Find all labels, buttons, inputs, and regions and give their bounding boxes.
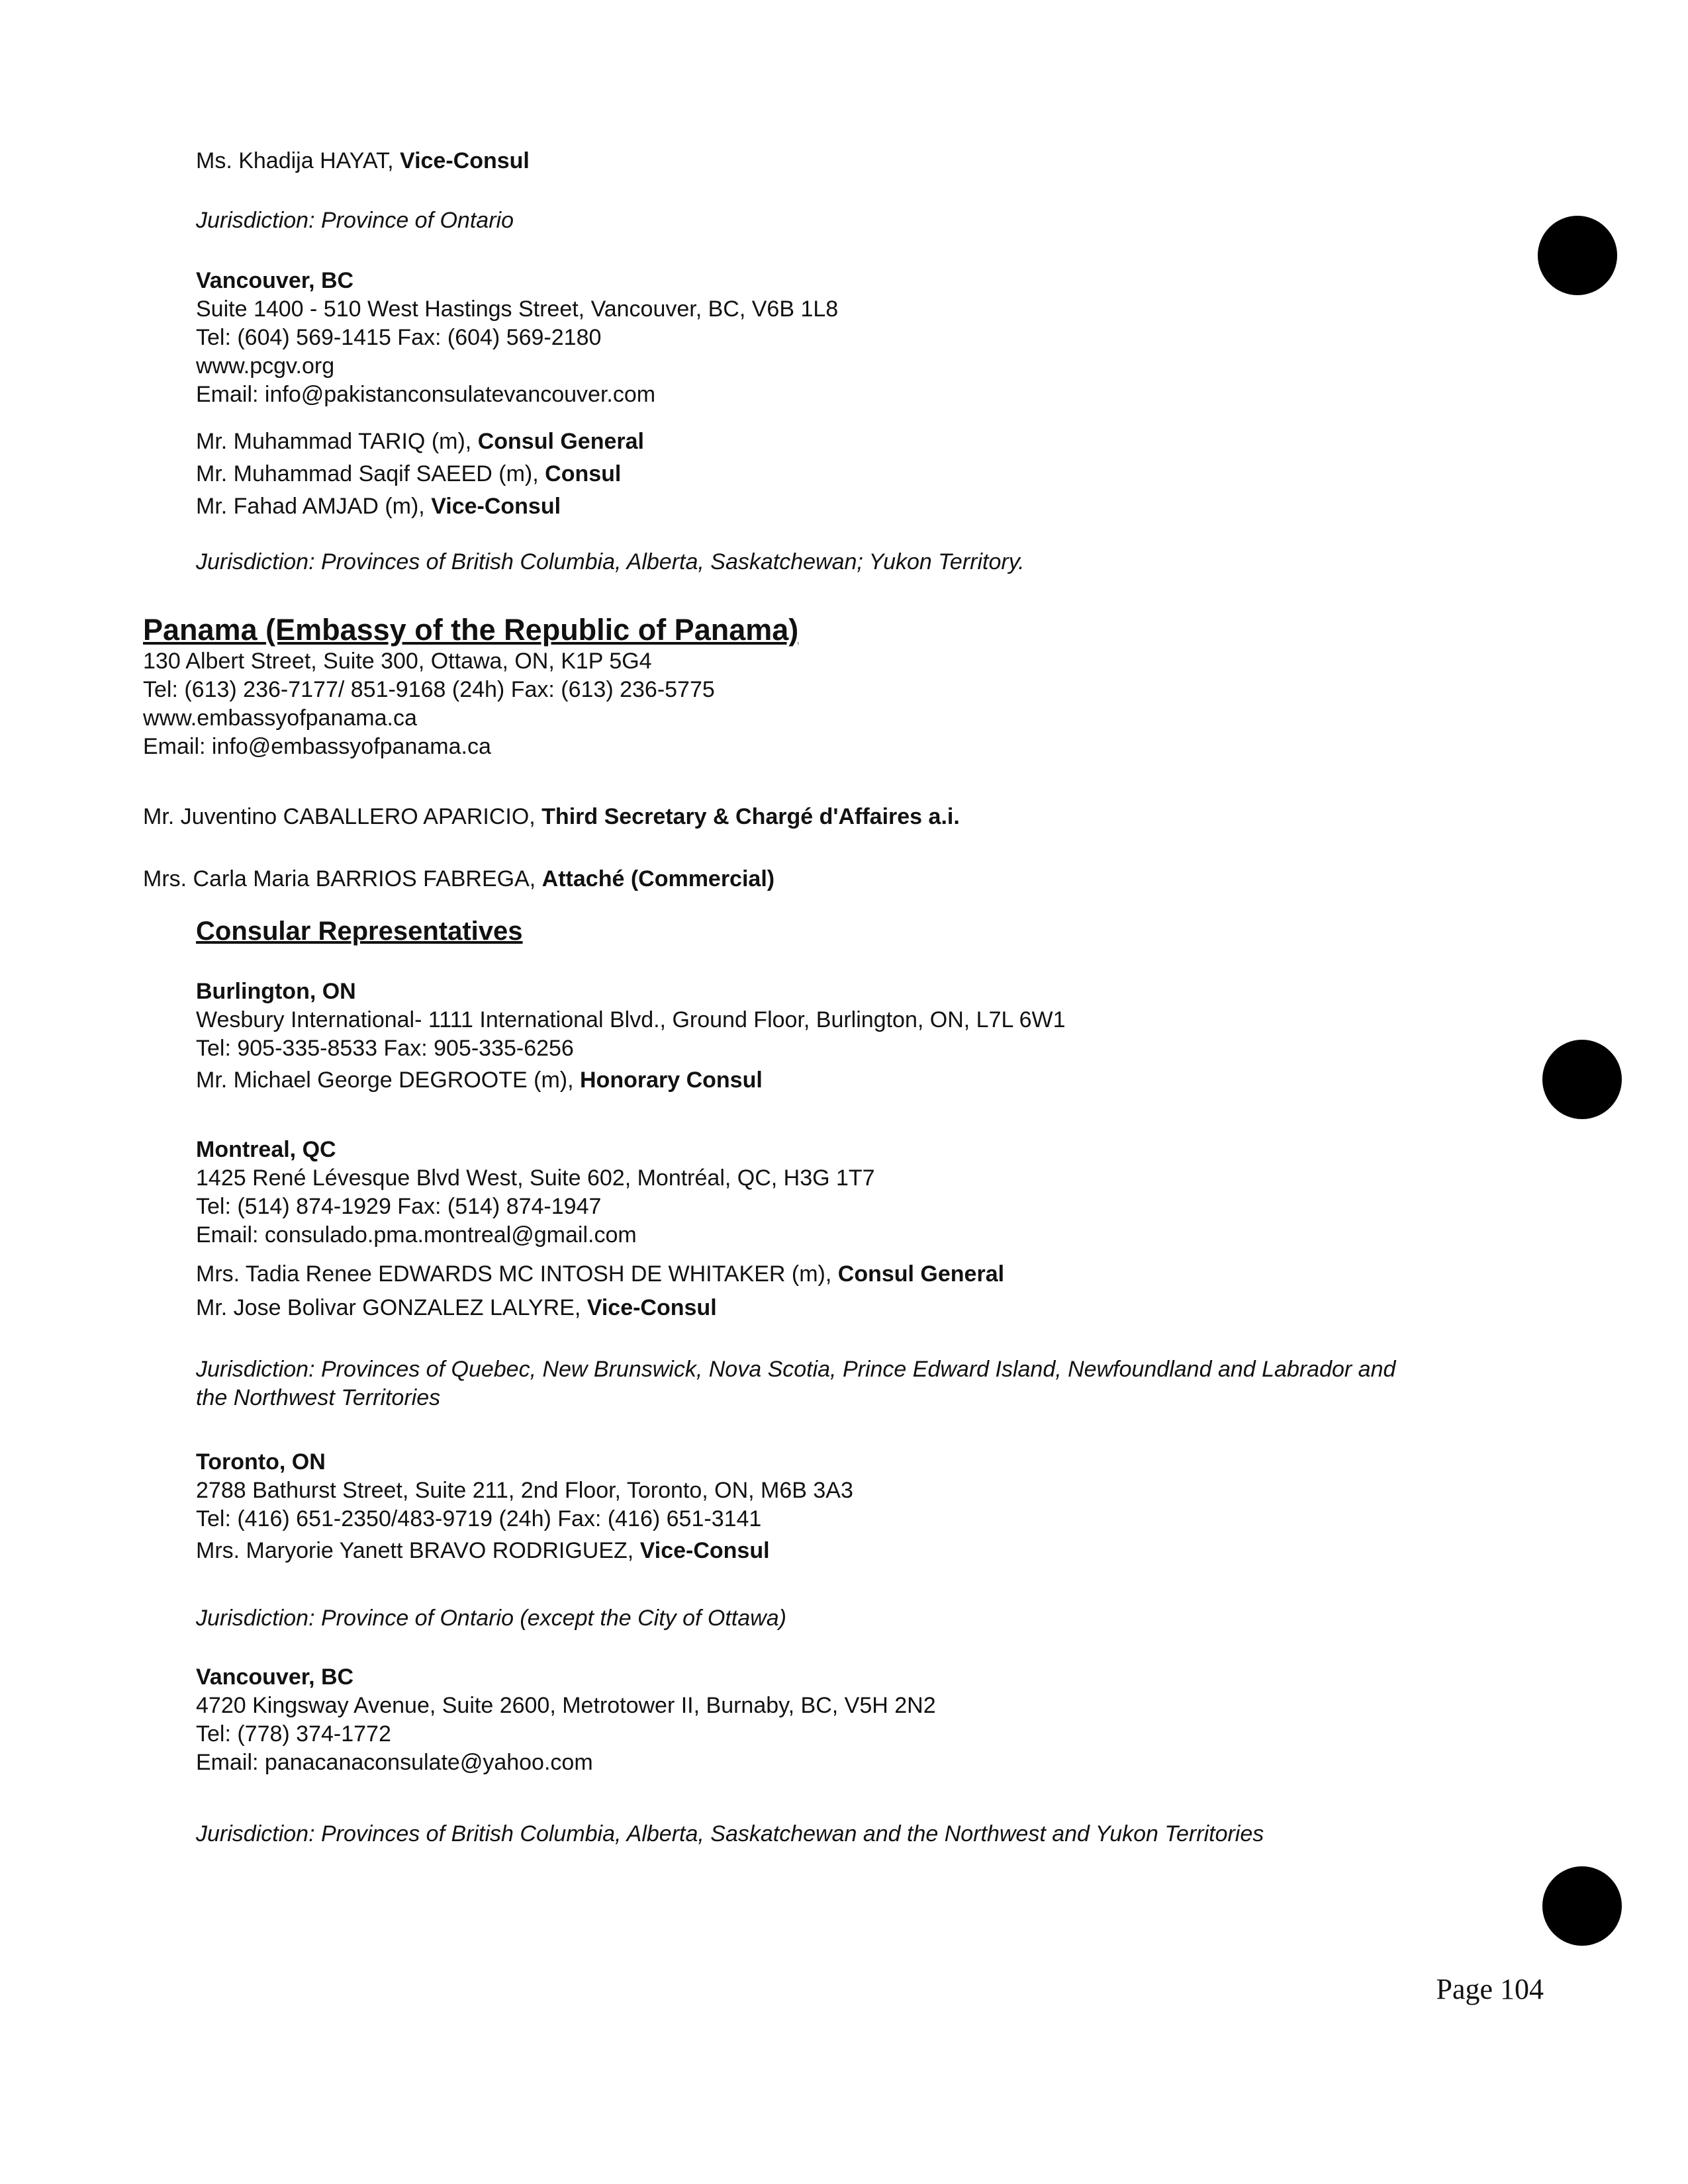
address: Wesbury International- 1111 International Blvd., Ground Floor, Burlington, ON, L7L 6W1: [196, 1007, 1066, 1032]
officer-title: Vice-Consul: [431, 494, 561, 519]
officer-name: Mr. Michael George DEGROOTE (m),: [196, 1068, 580, 1093]
officer-title: Consul General: [837, 1261, 1005, 1287]
jurisdiction-text: Jurisdiction: Province of Ontario: [196, 208, 514, 233]
jurisdiction-note: [196, 1604, 1553, 1633]
consulate-vancouver-pakistan: [196, 267, 1553, 409]
officer-name: Mrs. Tadia Renee EDWARDS MC INTOSH DE WHITAKER (m),: [196, 1261, 838, 1287]
punch-hole-icon: [1542, 1866, 1622, 1946]
phone-fax: Tel: (514) 874-1929 Fax: (514) 874-1947: [196, 1194, 602, 1219]
officer-name: Ms. Khadija HAYAT,: [196, 148, 400, 173]
section-heading: [196, 915, 1553, 947]
phone-fax: Tel: (613) 236-7177/ 851-9168 (24h) Fax: (613) 236-5775: [143, 677, 715, 702]
officer-name: Mr. Muhammad TARIQ (m),: [196, 429, 478, 454]
email[interactable]: Email: info@embassyofpanama.ca: [143, 734, 491, 759]
officer-name: Mr. Fahad AMJAD (m),: [196, 494, 432, 519]
punch-hole-icon: [1538, 216, 1617, 295]
phone-fax: Tel: 905-335-8533 Fax: 905-335-6256: [196, 1036, 574, 1061]
officer-name: Mrs. Carla Maria BARRIOS FABREGA,: [143, 866, 542, 891]
jurisdiction-text: the Northwest Territories: [196, 1385, 441, 1410]
website[interactable]: www.embassyofpanama.ca: [143, 705, 417, 731]
city-heading: Vancouver, BC: [196, 268, 354, 293]
address: 130 Albert Street, Suite 300, Ottawa, ON, K1P 5G4: [143, 649, 652, 674]
embassy-panama: [143, 613, 1500, 761]
officer-title: Consul: [545, 461, 622, 486]
jurisdiction-text: Jurisdiction: Provinces of British Columbia, Alberta, Saskatchewan and the Northwest and Yukon Territories: [196, 1821, 1264, 1846]
officer-title: Third Secretary & Chargé d'Affaires a.i.: [541, 804, 960, 829]
officer-entry: [196, 147, 1553, 175]
punch-hole-icon: [1542, 1040, 1622, 1119]
jurisdiction-text: Jurisdiction: Province of Ontario (except the City of Ottawa): [196, 1606, 786, 1631]
page-number: Page 104: [1436, 1973, 1544, 2005]
consular-representatives-heading: Consular Representatives: [196, 917, 523, 946]
officer-list: [196, 1257, 1553, 1325]
officer-title: Vice-Consul: [400, 148, 530, 173]
address: 4720 Kingsway Avenue, Suite 2600, Metrotower II, Burnaby, BC, V5H 2N2: [196, 1693, 936, 1718]
officer-name: Mr. Jose Bolivar GONZALEZ LALYRE,: [196, 1295, 587, 1320]
website[interactable]: www.pcgv.org: [196, 353, 335, 379]
email[interactable]: Email: info@pakistanconsulatevancouver.com: [196, 382, 656, 407]
officer-title: Vice-Consul: [586, 1295, 717, 1320]
city-heading: Burlington, ON: [196, 979, 356, 1004]
jurisdiction-note: [196, 548, 1553, 576]
officer-title: Consul General: [477, 429, 644, 454]
city-heading: Montreal, QC: [196, 1137, 336, 1162]
address: 1425 René Lévesque Blvd West, Suite 602, Montréal, QC, H3G 1T7: [196, 1165, 875, 1191]
officer-entry: [143, 865, 1500, 893]
address: 2788 Bathurst Street, Suite 211, 2nd Floor, Toronto, ON, M6B 3A3: [196, 1478, 853, 1503]
country-heading: Panama (Embassy of the Republic of Panama): [143, 613, 799, 647]
officer-name: Mrs. Maryorie Yanett BRAVO RODRIGUEZ,: [196, 1538, 640, 1563]
jurisdiction-text: Jurisdiction: Provinces of Quebec, New Brunswick, Nova Scotia, Prince Edward Island, Newfoundland and Labrador and: [196, 1357, 1396, 1382]
jurisdiction-note: [196, 1820, 1553, 1848]
consulate-vancouver-panama: [196, 1663, 1553, 1777]
email[interactable]: Email: consulado.pma.montreal@gmail.com: [196, 1222, 637, 1248]
phone-fax: Tel: (416) 651-2350/483-9719 (24h) Fax: (416) 651-3141: [196, 1506, 762, 1531]
jurisdiction-note: [196, 1355, 1553, 1412]
officer-name: Mr. Juventino CABALLERO APARICIO,: [143, 804, 542, 829]
officer-title: Vice-Consul: [639, 1538, 770, 1563]
city-heading: Toronto, ON: [196, 1449, 326, 1475]
officer-entry: [143, 803, 1500, 831]
phone-fax: Tel: (604) 569-1415 Fax: (604) 569-2180: [196, 325, 602, 350]
consulate-montreal: [196, 1136, 1553, 1250]
jurisdiction-note: [196, 206, 1553, 235]
phone: Tel: (778) 374-1772: [196, 1721, 391, 1747]
email[interactable]: Email: panacanaconsulate@yahoo.com: [196, 1750, 593, 1775]
city-heading: Vancouver, BC: [196, 1664, 354, 1690]
consulate-toronto: [196, 1448, 1553, 1568]
officer-title: Attaché (Commercial): [541, 866, 775, 891]
officer-title: Honorary Consul: [580, 1068, 763, 1093]
address: Suite 1400 - 510 West Hastings Street, Vancouver, BC, V6B 1L8: [196, 296, 839, 322]
officer-name: Mr. Muhammad Saqif SAEED (m),: [196, 461, 545, 486]
consulate-burlington: [196, 978, 1553, 1097]
officer-list: [196, 426, 1553, 523]
jurisdiction-text: Jurisdiction: Provinces of British Columbia, Alberta, Saskatchewan; Yukon Territory.: [196, 549, 1025, 574]
